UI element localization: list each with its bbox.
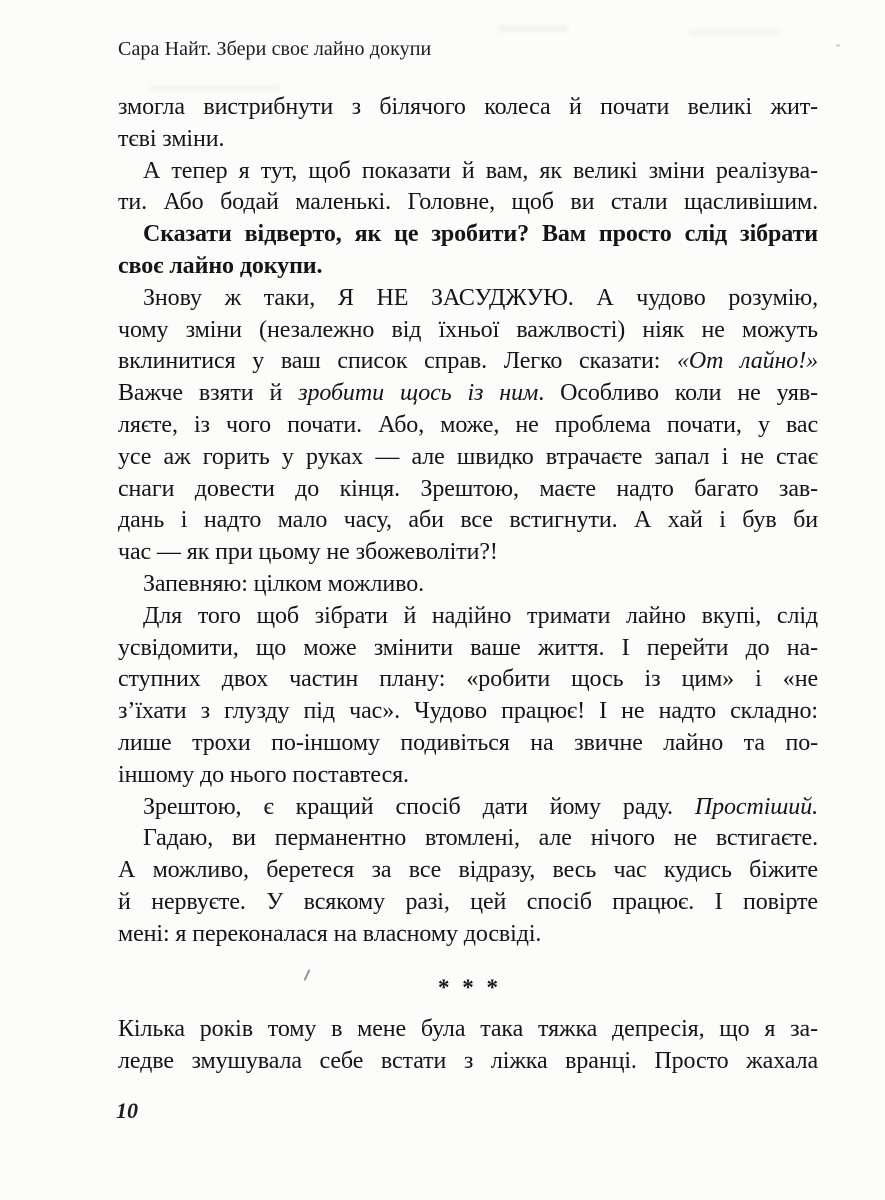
text-run: дань і надто мало часу, аби все встигнути. А хай і був би [118, 507, 818, 534]
text-run: тєві зміни. [118, 125, 225, 152]
text-line [118, 378, 818, 410]
text-run: мені: я переконалася на власному досвіді. [118, 920, 542, 947]
text-run: усвідомити, що може змінити ваше життя. І перейти до на- [118, 634, 818, 661]
text-line [118, 855, 818, 887]
text-line [118, 1046, 818, 1078]
text-line [118, 156, 818, 188]
text-line [118, 664, 818, 696]
text-run: Кілька років тому в мене була така тяжка депресія, що я за- [118, 1016, 818, 1043]
text-run: лише трохи по-іншому подивіться на звичне лайно та по- [118, 729, 818, 756]
text-line [118, 442, 818, 474]
text-run: А тепер я тут, щоб показати й вам, як великі зміни реалізува- [143, 157, 818, 184]
text-line [118, 283, 818, 315]
section-separator: * * * [438, 974, 498, 1000]
text-line [118, 474, 818, 506]
text-run: снаги довести до кінця. Зрештою, маєте надто багато зав- [118, 475, 818, 502]
page-number: 10 [116, 1098, 138, 1123]
text-line [118, 569, 818, 601]
scan-speck [836, 44, 840, 47]
text-run: усе аж горить у руках — але швидко втрачаєте запал і не стає [118, 443, 818, 470]
text-run: . Особливо коли не уяв- [538, 380, 818, 407]
text-line [118, 601, 818, 633]
text-run: Гадаю, ви перманентно втомлені, але нічого не встигаєте. [143, 825, 818, 852]
scan-smudge [690, 30, 780, 35]
text-run: своє лайно докупи. [118, 252, 323, 279]
text-run: А можливо, беретеся за все відразу, весь час кудись біжите [118, 857, 818, 884]
text-run: Знову ж таки, Я НЕ ЗАСУДЖУЮ. А чудово розумію, [143, 284, 818, 311]
text-run: ляєте, із чого почати. Або, може, не проблема почати, у вас [118, 411, 818, 438]
text-run: й нервуєте. У всякому разі, цей спосіб працює. І повірте [118, 888, 818, 915]
text-run: «От лайно!» [676, 348, 818, 375]
text-run: Для того щоб зібрати й надійно тримати лайно вкупі, слід [143, 602, 818, 629]
text-run: ступних двох частин плану: «робити щось із цим» і «не [118, 666, 818, 693]
text-line [118, 823, 818, 855]
text-line [118, 92, 818, 124]
text-run: час — як при цьому не збожеволіти?! [118, 539, 498, 566]
text-line [118, 251, 818, 283]
scan-smudge [498, 26, 568, 31]
text-line [118, 919, 818, 951]
text-run: вклинитися у ваш список справ. Легко сказати: [118, 348, 677, 375]
text-line [118, 315, 818, 347]
text-line [118, 537, 818, 569]
text-line [118, 728, 818, 760]
text-run: Запевняю: цілком можливо. [143, 570, 424, 597]
text-run: ледве змушувала себе встати з ліжка вранці. Просто жахала [118, 1048, 818, 1075]
text-line [118, 887, 818, 919]
page-body [118, 92, 818, 1078]
text-line [118, 505, 818, 537]
text-run: Зрештою, є кращий спосіб дати йому раду. [143, 793, 695, 820]
text-run: іншому до нього поставтеся. [118, 761, 409, 788]
text-run: змогла вистрибнути з білячого колеса й почати великі жит- [118, 94, 818, 120]
text-run: з’їхати з глузду під час». Чудово працює! І не надто складно: [118, 698, 818, 725]
text-run: зробити щось із ним [298, 380, 539, 407]
text-line [118, 633, 818, 665]
text-line [118, 696, 818, 728]
text-line [118, 410, 818, 442]
text-line [118, 1014, 818, 1046]
running-header: Сара Найт. Збери своє лайно докупи [118, 38, 432, 60]
text-line [118, 346, 818, 378]
text-run: Важче взяти й [118, 380, 299, 407]
text-line [118, 124, 818, 156]
text-run: чому зміни (незалежно від їхньої важлвості) ніяк не можуть [118, 316, 818, 343]
text-line [118, 760, 818, 792]
text-run: Сказати відверто, як це зробити? Вам просто слід зібрати [143, 221, 818, 248]
text-line [118, 187, 818, 219]
text-run: Простіший. [694, 793, 818, 820]
text-line [118, 792, 818, 824]
scan-smudge [150, 86, 280, 91]
text-line [118, 219, 818, 251]
text-run: ти. Або бодай маленькі. Головне, щоб ви стали щасливішим. [118, 189, 818, 216]
